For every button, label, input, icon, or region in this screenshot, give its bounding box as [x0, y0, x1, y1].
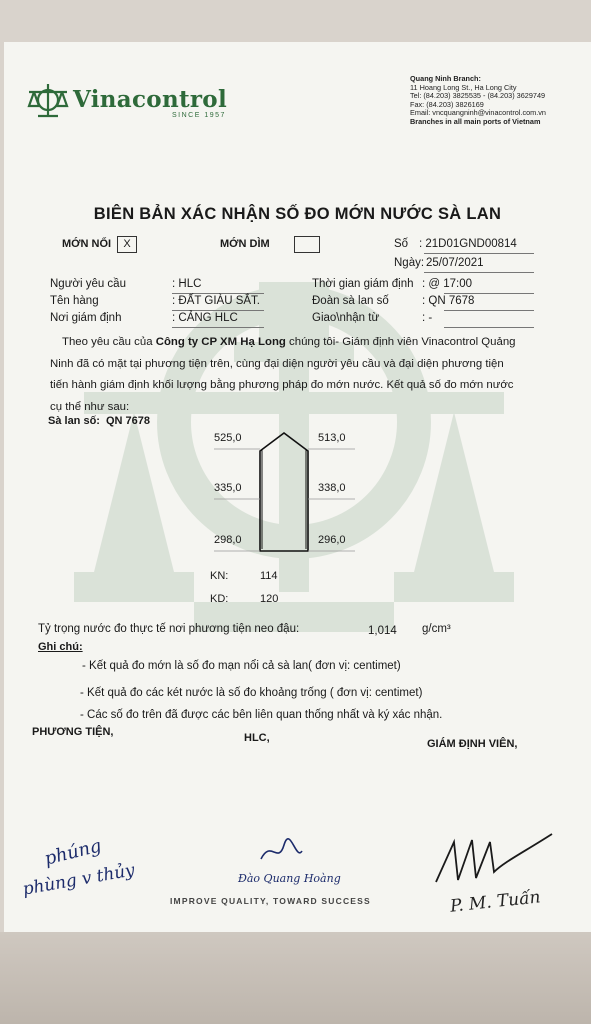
notes-title: Ghi chú: — [38, 641, 83, 653]
brand-since: SINCE 1957 — [172, 112, 226, 119]
branch-ports: Branches in all main ports of Vietnam — [410, 116, 541, 126]
draft-mid-right: 338,0 — [318, 482, 346, 494]
client-company: Công ty CP XM Hạ Long — [155, 336, 286, 348]
survey-place-value: : CẢNG HLC — [172, 312, 238, 324]
doc-number-label: Số — [394, 238, 409, 250]
kn-label: KN: — [210, 570, 229, 582]
branch-title: Quang Ninh Branch: — [410, 74, 481, 83]
kd-value: 120 — [260, 593, 279, 605]
doc-date-value: 25/07/2021 — [426, 257, 484, 269]
surveyor-signature-name: P. M. Tuấn — [449, 887, 542, 917]
note-item-3: - Các số đo trên đã được các bên liên quan thống nhất và ký xác nhận. — [80, 709, 443, 721]
density-label: Tỷ trọng nước đo thực tế nơi phương tiện neo đậu: — [38, 623, 300, 635]
document-title: BIÊN BẢN XÁC NHẬN SỐ ĐO MỚN NƯỚC SÀ LAN — [93, 205, 502, 223]
requester-label: Người yêu cầu — [50, 278, 126, 290]
branch-fax: Fax: (84.203) 3826169 — [410, 99, 484, 109]
draft-aft-right: 296,0 — [318, 534, 346, 546]
cargo-value: : ĐẤT GIÀU SẮT. — [172, 295, 260, 307]
brand-name: Vinacontrol — [73, 86, 227, 113]
barge-fleet-value: : QN 7678 — [422, 295, 475, 307]
doc-date-label: Ngày: — [394, 257, 425, 269]
vessel-signature-mark: phúng — [42, 835, 104, 870]
draft-fwd-left: 525,0 — [214, 432, 242, 444]
branch-address: 11 Hoang Long St., Ha Long City — [410, 82, 517, 92]
vessel-signature-name: phùng v thủy — [21, 860, 137, 900]
survey-time-value: : @ 17:00 — [422, 278, 473, 290]
hlc-signature-name: Đào Quang Hoàng — [238, 872, 341, 885]
surveyor-signature-title: GIÁM ĐỊNH VIÊN, — [427, 738, 518, 750]
branch-info — [410, 75, 546, 127]
footer-slogan: IMPROVE QUALITY, TOWARD SUCCESS — [170, 896, 371, 906]
handover-label: Giao\nhận từ — [312, 312, 380, 324]
barge-fleet-label: Đoàn sà lan số — [312, 295, 389, 307]
submerged-draft-label: MỚN DÌM — [220, 238, 270, 250]
density-value: 1,014 — [368, 625, 397, 637]
branch-email: Email: vncquangninh@vinacontrol.com.vn — [410, 108, 546, 118]
surveyor-signature-scribble — [434, 832, 554, 892]
vessel-signature-title: PHƯƠNG TIỆN, — [32, 726, 114, 738]
hlc-signature-title: HLC, — [244, 732, 270, 744]
draft-mid-left: 335,0 — [214, 482, 242, 494]
hlc-signature-scribble — [256, 837, 306, 867]
kd-label: KD: — [210, 593, 229, 605]
draft-aft-left: 298,0 — [214, 534, 242, 546]
intro-paragraph: Theo yêu cầu của Công ty CP XM Hạ Long chúng tôi- Giám định viên Vinacontrol Quảng Ninh đã có mặt tại phương tiện trên, cùng đại diện người yêu cầu và đại diện phương tiện tiến hành giám định khối lượng bằng phương pháp đo mớn nước. Kết quả số đo mớn nước cụ thể như sau: — [50, 336, 516, 413]
requester-value: : HLC — [172, 278, 202, 290]
draft-fwd-right: 513,0 — [318, 432, 346, 444]
desk-surface — [0, 932, 591, 1024]
floating-draft-label: MỚN NỔI — [62, 238, 112, 250]
note-item-1: - Kết quả đo mớn là số đo mạn nổi cả sà lan( đơn vị: centimet) — [82, 660, 401, 672]
note-item-2: - Kết quả đo các két nước là số đo khoảng trống ( đơn vị: centimet) — [80, 687, 423, 699]
barge-number-value: QN 7678 — [106, 415, 151, 427]
document-page — [4, 42, 591, 932]
branch-tel: Tel: (84.203) 3825535 - (84.203) 3629749 — [410, 91, 546, 101]
kn-value: 114 — [260, 570, 278, 582]
survey-place-label: Nơi giám định — [50, 312, 122, 324]
barge-number-label: Sà lan số: — [48, 415, 100, 427]
vinacontrol-logo-icon — [26, 80, 70, 120]
survey-time-label: Thời gian giám định — [312, 278, 414, 290]
handover-value: : - — [422, 312, 433, 324]
cargo-label: Tên hàng — [50, 295, 99, 307]
doc-number-value: : 21D01GND00814 — [419, 238, 517, 250]
submerged-draft-checkbox — [294, 236, 320, 253]
density-unit: g/cm³ — [422, 623, 451, 635]
floating-draft-checkbox: X — [117, 236, 137, 253]
